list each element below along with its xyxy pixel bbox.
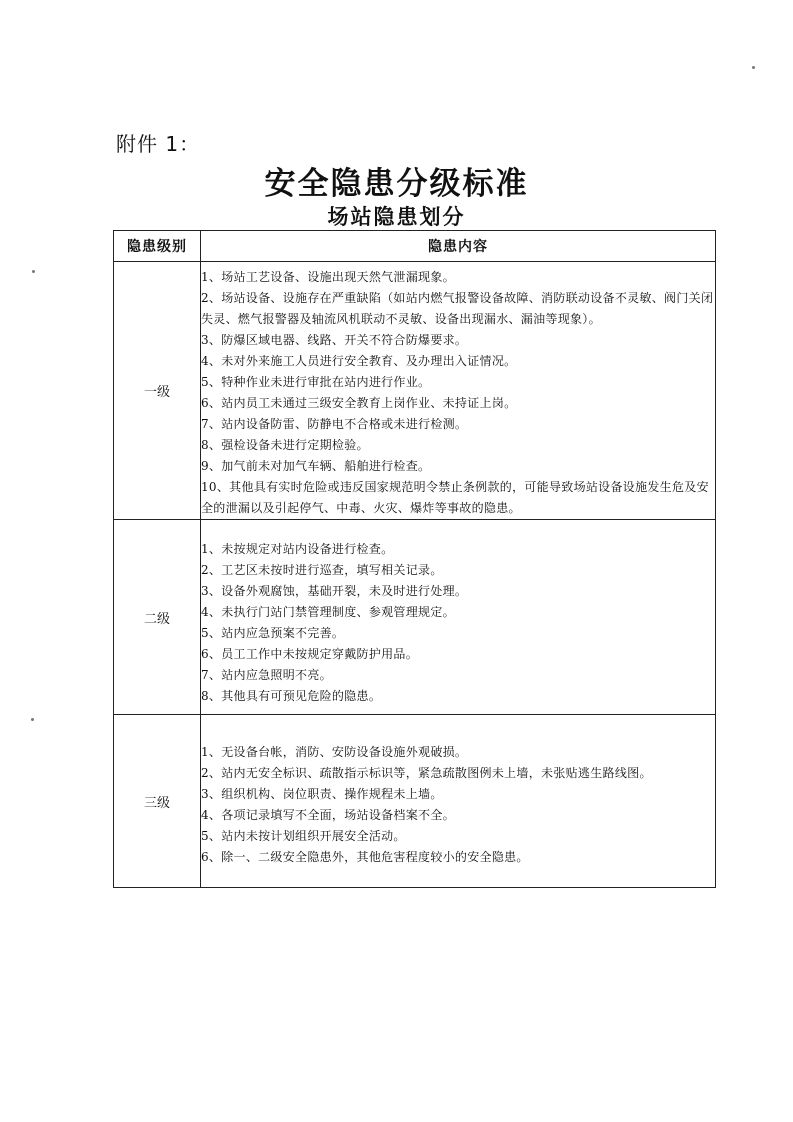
list-item: 5、站内应急预案不完善。 [201, 626, 345, 640]
list-item: 2、工艺区未按时进行巡查，填写相关记录。 [201, 563, 443, 577]
scan-speck [752, 66, 755, 69]
list-item: 1、场站工艺设备、设施出现天然气泄漏现象。 [201, 270, 455, 284]
list-item: 2、场站设备、设施存在严重缺陷（如站内燃气报警设备故障、消防联动设备不灵敏、阀门关闭失灵、燃气报警器及轴流风机联动不灵敏、设备出现漏水、漏油等现象）。 [201, 291, 714, 326]
attachment-label: 附件 1： [116, 132, 201, 156]
list-item: 3、防爆区域电器、线路、开关不符合防爆要求。 [201, 333, 468, 347]
content-cell [201, 262, 716, 520]
hazard-list [201, 520, 715, 707]
list-item: 3、设备外观腐蚀，基础开裂，未及时进行处理。 [201, 584, 468, 598]
list-item: 6、除一、二级安全隐患外，其他危害程度较小的安全隐患。 [201, 850, 529, 864]
header-content: 隐患内容 [201, 231, 716, 262]
list-item: 4、未执行门站门禁管理制度、参观管理规定。 [201, 605, 455, 619]
list-item: 1、未按规定对站内设备进行检查。 [201, 542, 394, 556]
header-level: 隐患级别 [114, 231, 201, 262]
list-item: 6、员工工作中未按规定穿戴防护用品。 [201, 647, 419, 661]
page-title: 安全隐患分级标准 [264, 166, 529, 202]
list-item: 7、站内设备防雷、防静电不合格或未进行检测。 [201, 417, 468, 431]
list-item: 1、无设备台帐，消防、安防设备设施外观破损。 [201, 745, 468, 759]
hazard-grade-table [113, 230, 716, 888]
level-cell: 一级 [114, 262, 201, 520]
scan-speck [32, 270, 35, 273]
list-item: 4、未对外来施工人员进行安全教育、及办理出入证情况。 [201, 354, 517, 368]
hazard-list [201, 262, 715, 519]
hazard-list [201, 715, 715, 868]
list-item: 6、站内员工未通过三级安全教育上岗作业、未持证上岗。 [201, 396, 517, 410]
level-cell: 二级 [114, 520, 201, 715]
table-header-row [114, 231, 716, 262]
page-subtitle: 场站隐患划分 [327, 205, 466, 229]
list-item: 9、加气前未对加气车辆、船舶进行检查。 [201, 459, 431, 473]
list-item: 5、站内未按计划组织开展安全活动。 [201, 829, 406, 843]
list-item: 4、各项记录填写不全面，场站设备档案不全。 [201, 808, 455, 822]
list-item: 5、特种作业未进行审批在站内进行作业。 [201, 375, 431, 389]
scan-speck [31, 718, 34, 721]
level-cell: 三级 [114, 715, 201, 888]
list-item: 3、组织机构、岗位职责、操作规程未上墙。 [201, 787, 443, 801]
content-cell [201, 715, 716, 888]
table-row [114, 520, 716, 715]
content-cell [201, 520, 716, 715]
list-item: 8、强检设备未进行定期检验。 [201, 438, 369, 452]
table-row [114, 715, 716, 888]
list-item: 10、其他具有实时危险或违反国家规范明令禁止条例款的，可能导致场站设备设施发生危及安全的泄漏以及引起停气、中毒、火灾、爆炸等事故的隐患。 [201, 480, 709, 515]
list-item: 7、站内应急照明不亮。 [201, 668, 332, 682]
list-item: 8、其他具有可预见危险的隐患。 [201, 689, 382, 703]
table-row [114, 262, 716, 520]
list-item: 2、站内无安全标识、疏散指示标识等，紧急疏散图例未上墙，未张贴逃生路线图。 [201, 766, 652, 780]
